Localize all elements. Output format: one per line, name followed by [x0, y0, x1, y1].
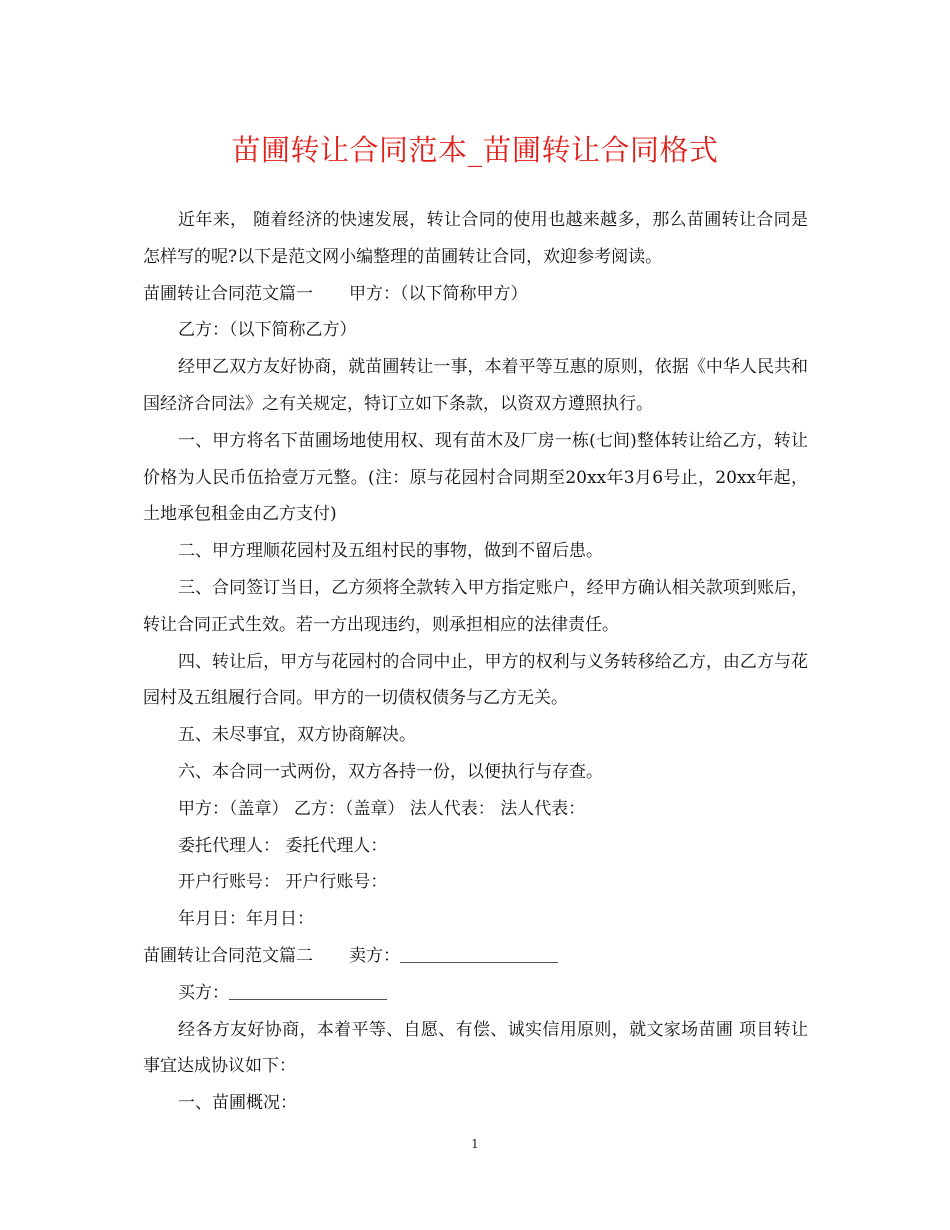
clause-5: 五、未尽事宜，双方协商解决。 [178, 725, 416, 746]
page-number: 1 [471, 1137, 479, 1151]
part1-heading: 一、苗圃概况： [178, 1093, 297, 1114]
section2-heading: 苗圃转让合同范文篇二 [143, 945, 313, 966]
signature-date-line: 年月日：年月日： [178, 909, 314, 930]
seller-label: 卖方： [349, 945, 400, 966]
clause-3: 三、合同签订当日，乙方须将全款转入甲方指定账户，经甲方确认相关款项到账后，转让合同正式生效。若一方出现违约，则承担相应的法律责任。 [143, 577, 808, 635]
clause-2: 二、甲方理顺花园村及五组村民的事物，做到不留后患。 [178, 541, 603, 562]
buyer-line [143, 975, 808, 1012]
clause-1: 一、甲方将名下苗圃场地使用权、现有苗木及厂房一栋(七间)整体转让给乙方，转让价格为人民币伍拾壹万元整。(注：原与花园村合同期至20xx年3月6号止，20xx年起，土地承包租金由乙方支付) [143, 430, 808, 525]
section1-line [143, 276, 808, 313]
party-a-line: 甲方：（以下简称甲方） [349, 283, 528, 304]
signature-seal-line: 甲方：（盖章） 乙方：（盖章） 法人代表： 法人代表： [178, 798, 586, 819]
party-b-line: 乙方：（以下简称乙方） [178, 320, 357, 341]
buyer-blank-line [229, 983, 387, 1000]
clause-4: 四、转让后，甲方与花园村的合同中止，甲方的权利与义务转移给乙方，由乙方与花园村及五组履行合同。甲方的一切债权债务与乙方无关。 [143, 651, 808, 709]
document-body [143, 202, 808, 1122]
document-title: 苗圃转让合同范本_苗圃转让合同格式 [231, 133, 719, 167]
preamble-paragraph: 经甲乙双方友好协商，就苗圃转让一事，本着平等互惠的原则，依据《中华人民共和国经济合同法》之有关规定，特订立如下条款，以资双方遵照执行。 [143, 357, 808, 414]
section1-heading: 苗圃转让合同范文篇一 [143, 283, 313, 304]
signature-agent-line: 委托代理人： 委托代理人： [178, 835, 388, 856]
intro-paragraph: 近年来， 随着经济的快速发展，转让合同的使用也越来越多，那么苗圃转让合同是怎样写的呢?以下是范文网小编整理的苗圃转让合同，欢迎参考阅读。 [143, 210, 808, 267]
clause-6: 六、本合同一式两份，双方各持一份，以便执行与存查。 [178, 761, 603, 782]
buyer-label: 买方： [178, 982, 229, 1003]
agreement-intro: 经各方友好协商，本着平等、自愿、有偿、诚实信用原则，就文家场苗圃 项目转让事宜达成协议如下： [143, 1019, 808, 1077]
signature-bank-line: 开户行账号： 开户行账号： [178, 872, 388, 893]
seller-blank-line [400, 946, 558, 963]
section2-line [143, 938, 808, 975]
